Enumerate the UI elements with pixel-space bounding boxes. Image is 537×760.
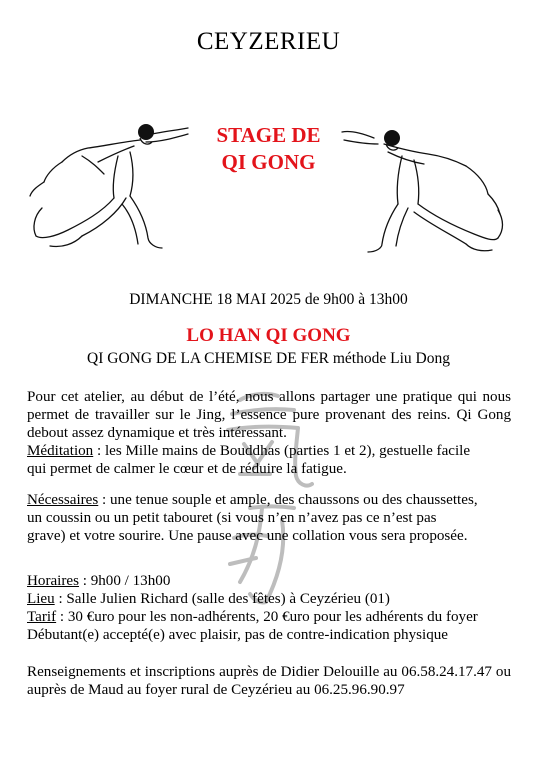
meditation-line-2: qui permet de calmer le cœur et de réduire la fatigue. [27,461,347,477]
necessaires-line-1 [27,491,511,509]
horaires-text: : 9h00 / 13h00 [78,573,171,589]
contact-paragraph: Renseignements et inscriptions auprès de Didier Delouille au 06.58.24.17.47 ou auprès de Maud au foyer rural de Ceyzérieu au 06.25.96.90.97 [27,664,511,698]
page-title: CEYZERIEU [196,28,341,55]
event-date: DIMANCHE 18 MAI 2025 de 9h00 à 13h00 [129,291,408,308]
tarif-label: Tarif [27,609,57,625]
lieu-label: Lieu [27,591,55,607]
tarif-line [27,608,511,626]
intro-paragraph [27,388,511,478]
necessaires-paragraph [27,491,511,545]
tarif-text: : 30 €uro pour les non-adhérents, 20 €uro pour les adhérents du foyer [56,609,478,625]
meditation-text-1: : les Mille mains de Bouddhas (parties 1 et 2), gestuelle facile [93,443,471,459]
event-heading-line1: STAGE DE [216,123,321,147]
event-heading [0,122,537,176]
practice-subtitle: QI GONG DE LA CHEMISE DE FER méthode Liu Dong [87,350,450,367]
practice-title: LO HAN QI GONG [186,325,351,346]
event-heading-line2: QI GONG [221,150,316,174]
necessaires-label: Nécessaires [27,492,99,508]
lieu-text: : Salle Julien Richard (salle des fêtes) à Ceyzérieu (01) [54,591,390,607]
meditation-label: Méditation [27,443,94,459]
necessaires-line-2: un coussin ou un petit tabouret (si vous n’en n’avez pas ce n’est pas [27,510,437,526]
lieu-line [27,590,511,608]
intro-text: Pour cet atelier, au début de l’été, nous allons partager une pratique qui nous permet de travailler sur le Jing, l’essence pure provenant des reins. Qi Gong debout assez dynamique et très intéressant. [27,389,511,441]
horaires-line [27,572,511,590]
necessaires-line-3: grave) et votre sourire. Une pause avec une collation vous sera proposée. [27,528,468,544]
debutant-line: Débutant(e) accepté(e) avec plaisir, pas de contre-indication physique [27,627,448,643]
meditation-line-1 [27,442,511,460]
necessaires-text-1: : une tenue souple et ample, des chaussons ou des chaussettes, [98,492,478,508]
horaires-label: Horaires [27,573,79,589]
practical-info [27,572,511,644]
